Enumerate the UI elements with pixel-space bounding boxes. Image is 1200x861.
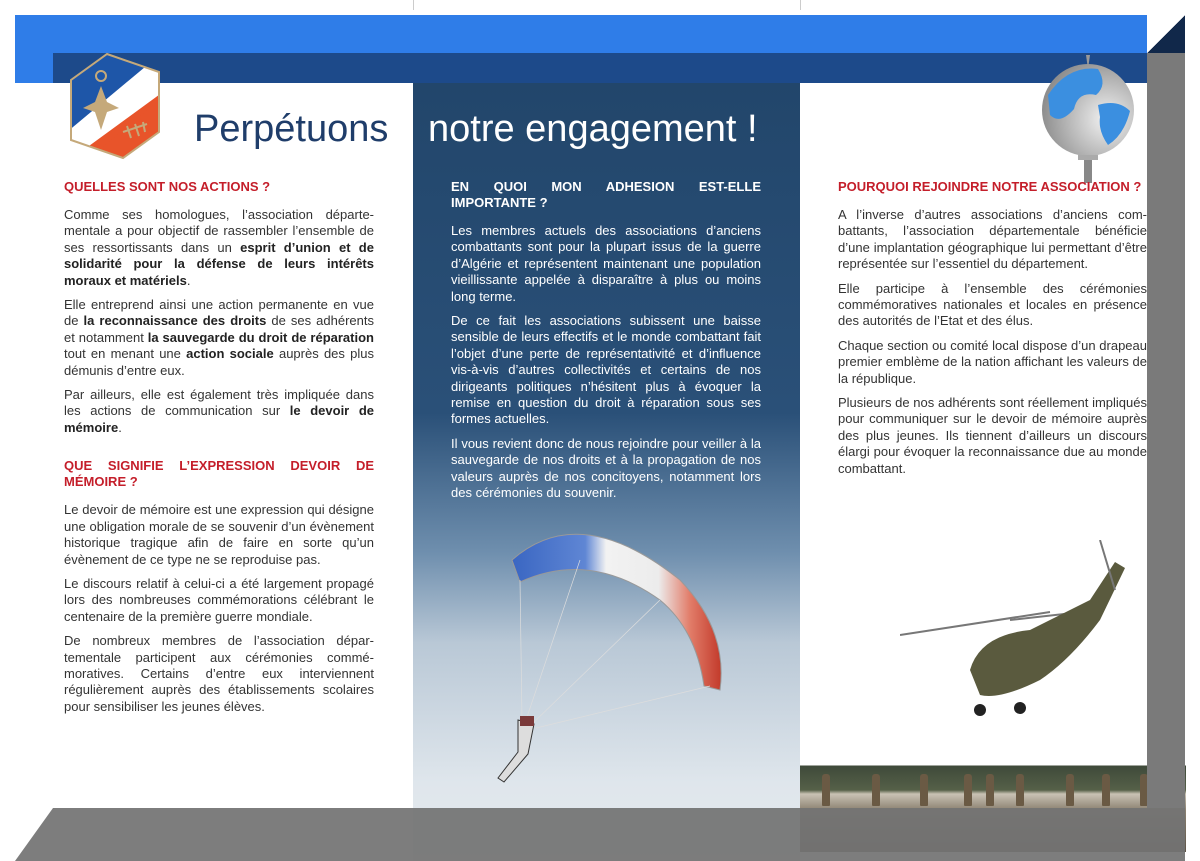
- top-banner-inner: [53, 53, 1147, 83]
- text-run: Le devoir de mémoire est une expression qui désigne une obligation morale de se souvenir d’un évènement historique tragique afin de faire en sorte qu’un évènement de ce type ne se reproduise pas.: [64, 502, 374, 567]
- text-run: De nombreux membres de l’association dépar-tementale participent aux cérémonies commé-moratives. Certains d’entre eux interviennent régulièrement auprès des établissements scolaires pour sensibiliser les jeunes élèves.: [64, 633, 374, 714]
- body-paragraph: [64, 633, 374, 715]
- bold-text: le devoir de mémoire: [64, 403, 375, 435]
- title-part-2: notre engagement !: [428, 108, 758, 150]
- text-run: Elle participe à l’ensemble des cérémonies commémoratives nationales et locales en présence des autorités de l’Etat et des élus.: [838, 280, 1147, 329]
- globe-icon: [1038, 55, 1138, 185]
- body-paragraph: [838, 207, 1147, 273]
- text-run: De ce fait les associations subissent une baisse sensible de leurs effectifs et le monde combattant fait l’objet d’une perte de représentativité et d’influence vis-à-vis d’autres collectivités et certains de nos dirigeants politiques n’hésitent plus à évoquer la remise en question du droit à réparation sous ses formes actuelles.: [451, 313, 761, 427]
- section-heading: POURQUOI REJOINDRE NOTRE ASSOCIATION ?: [838, 179, 1142, 194]
- text-run: Les membres actuels des associations d’anciens combattants sont pour la plupart issus de la guerre d’Algérie et représentent maintenant une population vieillissante appelée à disparaître à plus ou moins long terme.: [451, 223, 761, 304]
- page-shadow-bottom: [0, 808, 1185, 861]
- body-paragraph: [64, 297, 374, 379]
- text-run: Le discours relatif à celui-ci a été largement propagé lors des nombreuses commémorations célébrant le centenaire de la première guerre mondiale.: [64, 575, 374, 624]
- body-paragraph: [451, 313, 761, 428]
- text-run: A l’inverse d’autres associations d’anciens com-battants, l’association départementale bénéficie d’une implantation géographique lui permettant d’être représentée sur l’essentiel du département.: [838, 207, 1147, 272]
- body-paragraph: [838, 281, 1147, 330]
- bold-text: la sauvegarde du droit de réparation: [147, 329, 374, 345]
- text-run: de ses adhérents et notamment: [64, 313, 374, 345]
- paratrooper-photo: [460, 520, 750, 810]
- left-column: [64, 179, 374, 723]
- text-run: Chaque section ou comité local dispose d’un drapeau premier emblème de la nation affichant les valeurs de la république.: [838, 337, 1147, 386]
- text-run: Par ailleurs, elle est également très impliquée dans les actions de communication sur: [64, 387, 374, 419]
- text-run: .: [186, 272, 191, 288]
- body-paragraph: [838, 395, 1147, 477]
- section-heading: QUELLES SONT NOS ACTIONS ?: [64, 179, 271, 194]
- body-paragraph: [838, 338, 1147, 387]
- body-paragraph: [451, 436, 761, 502]
- body-paragraph: [451, 223, 761, 305]
- page-shadow-right: [1147, 53, 1185, 808]
- bold-text: la reconnaissance des droits: [83, 313, 267, 329]
- text-run: Plusieurs de nos adhérents sont réellement impliqués pour communiquer sur le devoir de mémoire auprès des plus jeunes. Ils tiennent d’ailleurs un discours élargi pour évoquer la reconnaissance due au monde combattant.: [838, 395, 1147, 476]
- bold-text: action sociale: [186, 346, 274, 362]
- fold-mark: [800, 0, 801, 10]
- association-emblem-logo: [67, 52, 163, 160]
- corner-fold: [1147, 15, 1185, 53]
- text-run: auprès des plus démunis d’entre eux.: [64, 346, 374, 378]
- fold-mark: [413, 0, 414, 10]
- helicopter-photo: [900, 540, 1150, 740]
- section-heading: QUE SIGNIFIE L’EXPRESSION DEVOIR DE MÉMOIRE ?: [64, 458, 374, 490]
- title-part-1: Perpétuons: [194, 108, 389, 150]
- bold-text: esprit d’union et de solidarité pour la défense de leurs intérêts moraux et matériels: [64, 239, 374, 288]
- text-run: tout en menant une: [64, 346, 187, 362]
- text-run: .: [118, 419, 122, 435]
- body-paragraph: [64, 502, 374, 568]
- section-heading: EN QUOI MON ADHESION EST-ELLE IMPORTANTE ?: [451, 179, 761, 210]
- body-paragraph: [64, 207, 374, 289]
- text-run: Elle entreprend ainsi une action permanente en vue de: [64, 297, 374, 329]
- right-column: [838, 179, 1147, 485]
- text-run: Comme ses homologues, l’association départe-mentale a pour objectif de rassembler l’ensemble de ses ressortissants dans un: [64, 207, 374, 255]
- text-run: Il vous revient donc de nous rejoindre pour veiller à la sauvegarde de nos droits et à la propagation de nos valeurs auprès de nos concitoyens, notamment lors des cérémonies du souvenir.: [451, 435, 761, 501]
- middle-column: [451, 179, 761, 510]
- body-paragraph: [64, 576, 374, 625]
- body-paragraph: [64, 387, 374, 436]
